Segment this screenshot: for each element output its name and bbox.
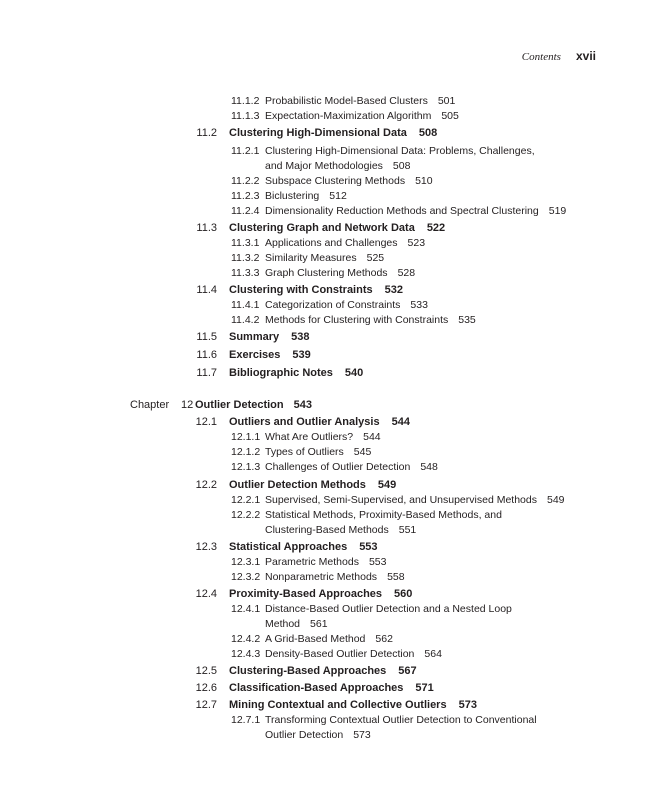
entry-title-line bbox=[229, 126, 437, 141]
entry-number: 12.3 bbox=[195, 541, 217, 553]
entry-title-line bbox=[229, 366, 363, 381]
entry-page-number: 525 bbox=[366, 252, 385, 264]
entry-page-number: 571 bbox=[415, 682, 434, 694]
entry-title: Density-Based Outlier Detection bbox=[265, 648, 415, 660]
entry-title-line bbox=[265, 728, 595, 743]
entry-title: A Grid-Based Method bbox=[265, 633, 366, 645]
entry-title: Supervised, Semi-Supervised, and Unsupervised Methods bbox=[265, 494, 537, 506]
entry-title-line bbox=[265, 236, 595, 251]
entry-title: Proximity-Based Approaches bbox=[229, 588, 383, 600]
entry-page-number: 553 bbox=[368, 556, 387, 568]
entry-title: Outliers and Outlier Analysis bbox=[229, 416, 380, 428]
entry-page-number: 548 bbox=[420, 461, 438, 473]
entry-title-line bbox=[265, 523, 595, 538]
entry-title-line bbox=[229, 698, 477, 713]
entry-number: 12.2 bbox=[195, 479, 217, 491]
entry-title-line bbox=[265, 204, 595, 219]
entry-number: 11.4.1 bbox=[231, 299, 260, 311]
entry-page-number: 567 bbox=[398, 665, 417, 677]
entry-title-line bbox=[265, 430, 595, 445]
entry-page-number: 544 bbox=[391, 416, 410, 428]
entry-title: Graph Clustering Methods bbox=[265, 267, 388, 279]
entry-page-number: 573 bbox=[353, 729, 371, 741]
entry-title: Dimensionality Reduction Methods and Spectral Clustering bbox=[265, 205, 539, 217]
entry-title-line bbox=[229, 664, 417, 679]
entry-title: Categorization of Constraints bbox=[265, 299, 401, 311]
entry-title: Bibliographic Notes bbox=[229, 367, 333, 379]
entry-title-line bbox=[265, 109, 595, 124]
entry-title: Methods for Clustering with Constraints bbox=[265, 314, 449, 326]
entry-number: 11.7 bbox=[196, 367, 217, 379]
chapter-label: Chapter bbox=[130, 399, 170, 411]
entry-page-number: 551 bbox=[398, 524, 417, 536]
entry-title: Clustering High-Dimensional Data bbox=[229, 127, 407, 139]
entry-title: Transforming Contextual Outlier Detection to Conventional bbox=[265, 714, 537, 726]
entry-title: Parametric Methods bbox=[265, 556, 359, 568]
entry-page-number: 512 bbox=[329, 190, 347, 202]
entry-title: Summary bbox=[229, 331, 280, 343]
entry-number: 11.2.1 bbox=[231, 145, 260, 157]
entry-number: 12.4.1 bbox=[231, 603, 261, 615]
entry-title-line bbox=[195, 398, 312, 413]
entry-title-line bbox=[265, 647, 595, 662]
entry-number: 12.1.3 bbox=[231, 461, 261, 473]
entry-page-number: 522 bbox=[426, 222, 446, 234]
entry-number: 12.4.3 bbox=[231, 648, 261, 660]
entry-page-number: 543 bbox=[293, 399, 312, 411]
entry-title-line bbox=[229, 540, 378, 555]
entry-page-number: 523 bbox=[407, 237, 426, 249]
entry-title-line bbox=[229, 681, 434, 696]
entry-title: Outlier Detection bbox=[265, 729, 344, 741]
entry-page-number: 561 bbox=[310, 618, 328, 630]
chapter-number: 12 bbox=[181, 399, 194, 411]
entry-title: Classification-Based Approaches bbox=[229, 682, 404, 694]
entry-title-line bbox=[265, 94, 595, 109]
entry-title: Clustering-Based Methods bbox=[265, 524, 389, 536]
entry-title-line bbox=[265, 602, 595, 617]
entry-title-line bbox=[229, 221, 445, 236]
entry-page-number: 505 bbox=[441, 110, 459, 122]
entry-title-line bbox=[229, 415, 410, 430]
entry-page-number: 562 bbox=[375, 633, 393, 645]
entry-title: Exercises bbox=[229, 349, 281, 361]
entry-title: Probabilistic Model-Based Clusters bbox=[265, 95, 428, 107]
entry-title: Clustering Graph and Network Data bbox=[229, 222, 415, 234]
entry-page-number: 538 bbox=[291, 331, 310, 343]
entry-number: 11.3.1 bbox=[231, 237, 260, 249]
entry-page-number: 545 bbox=[353, 446, 372, 458]
entry-title: What Are Outliers? bbox=[265, 431, 354, 443]
entry-number: 11.6 bbox=[196, 349, 217, 361]
entry-title: Clustering-Based Approaches bbox=[229, 665, 387, 677]
entry-number: 12.2.2 bbox=[231, 509, 261, 521]
entry-title-line bbox=[229, 478, 396, 493]
entry-number: 12.1.2 bbox=[231, 446, 261, 458]
entry-page-number: 535 bbox=[458, 314, 476, 326]
entry-number: 12.7 bbox=[195, 699, 217, 711]
entry-number: 11.4 bbox=[196, 284, 217, 296]
entry-page-number: 508 bbox=[392, 160, 411, 172]
entry-page-number: 573 bbox=[458, 699, 477, 711]
entry-title-line bbox=[265, 508, 595, 523]
entry-title: Applications and Challenges bbox=[265, 237, 398, 249]
entry-number: 11.3 bbox=[196, 222, 217, 234]
entry-title-line bbox=[265, 144, 595, 159]
entry-title-line bbox=[265, 251, 595, 266]
entry-title-line bbox=[265, 174, 595, 189]
entry-number: 11.2 bbox=[196, 127, 217, 139]
entry-title: Statistical Methods, Proximity-Based Methods, and bbox=[265, 509, 502, 521]
entry-number: 12.1.1 bbox=[231, 431, 261, 443]
entry-title-line bbox=[265, 617, 595, 632]
header-title: Contents bbox=[521, 51, 561, 63]
entry-number: 12.6 bbox=[195, 682, 217, 694]
entry-title: Statistical Approaches bbox=[229, 541, 348, 553]
entry-page-number: 508 bbox=[418, 127, 438, 139]
entry-title-line bbox=[229, 587, 412, 602]
entry-number: 11.2.4 bbox=[231, 205, 260, 217]
entry-title-line bbox=[265, 460, 595, 475]
entry-number: 11.2.2 bbox=[231, 175, 260, 187]
entry-title-line bbox=[265, 632, 595, 647]
entry-page-number: 549 bbox=[546, 494, 565, 506]
entry-number: 11.3.2 bbox=[231, 252, 260, 264]
entry-title-line bbox=[265, 445, 595, 460]
entry-title: and Major Methodologies bbox=[265, 160, 383, 172]
entry-number: 12.3.2 bbox=[231, 571, 261, 583]
entry-number: 11.3.3 bbox=[231, 267, 260, 279]
entry-title: Clustering with Constraints bbox=[229, 284, 373, 296]
entry-number: 12.3.1 bbox=[231, 556, 261, 568]
entry-page-number: 533 bbox=[410, 299, 428, 311]
entry-page-number: 532 bbox=[384, 284, 403, 296]
entry-title-line bbox=[229, 330, 310, 345]
entry-page-number: 519 bbox=[548, 205, 567, 217]
entry-title: Method bbox=[265, 618, 301, 630]
running-header bbox=[522, 49, 596, 63]
entry-title-line bbox=[229, 283, 403, 298]
entry-title: Subspace Clustering Methods bbox=[265, 175, 406, 187]
entry-title-line bbox=[265, 298, 595, 313]
entry-title: Similarity Measures bbox=[265, 252, 357, 264]
entry-number: 12.1 bbox=[195, 416, 217, 428]
entry-title: Mining Contextual and Collective Outliers bbox=[229, 699, 447, 711]
entry-number: 11.5 bbox=[196, 331, 217, 343]
entry-page-number: 540 bbox=[344, 367, 364, 379]
entry-title: Biclustering bbox=[265, 190, 320, 202]
entry-number: 12.4.2 bbox=[231, 633, 261, 645]
entry-title: Distance-Based Outlier Detection and a Nested Loop bbox=[265, 603, 512, 615]
entry-page-number: 549 bbox=[377, 479, 397, 491]
entry-page-number: 501 bbox=[437, 95, 456, 107]
entry-number: 12.4 bbox=[195, 588, 217, 600]
entry-page-number: 553 bbox=[359, 541, 378, 553]
entry-number: 11.2.3 bbox=[231, 190, 260, 202]
entry-number: 12.2.1 bbox=[231, 494, 261, 506]
entry-title: Clustering High-Dimensional Data: Problems, Challenges, bbox=[265, 145, 535, 157]
header-page-number: xvii bbox=[575, 49, 596, 63]
entry-title-line bbox=[265, 313, 595, 328]
entry-title-line bbox=[265, 570, 595, 585]
entry-page-number: 544 bbox=[363, 431, 381, 443]
entry-title: Outlier Detection Methods bbox=[229, 479, 366, 491]
entry-number: 12.5 bbox=[195, 665, 217, 677]
entry-page-number: 564 bbox=[424, 648, 442, 660]
entry-number: 11.1.2 bbox=[231, 95, 260, 107]
entry-title-line bbox=[265, 266, 595, 281]
entry-title-line bbox=[265, 159, 595, 174]
entry-title: Expectation-Maximization Algorithm bbox=[265, 110, 432, 122]
entry-page-number: 560 bbox=[394, 588, 413, 600]
entry-title: Nonparametric Methods bbox=[265, 571, 378, 583]
entry-title: Challenges of Outlier Detection bbox=[265, 461, 411, 473]
entry-page-number: 558 bbox=[387, 571, 405, 583]
entry-page-number: 539 bbox=[292, 349, 311, 361]
entry-number: 12.7.1 bbox=[231, 714, 261, 726]
entry-page-number: 528 bbox=[397, 267, 416, 279]
entry-page-number: 510 bbox=[415, 175, 433, 187]
entry-title-line bbox=[265, 189, 595, 204]
entry-title-line bbox=[265, 713, 595, 728]
entry-title: Types of Outliers bbox=[265, 446, 344, 458]
entry-title-line bbox=[265, 493, 595, 508]
entry-title: Outlier Detection bbox=[195, 399, 284, 411]
entry-title-line bbox=[265, 555, 595, 570]
entry-title-line bbox=[229, 348, 311, 363]
entry-number: 11.4.2 bbox=[231, 314, 260, 326]
entry-number: 11.1.3 bbox=[231, 110, 260, 122]
